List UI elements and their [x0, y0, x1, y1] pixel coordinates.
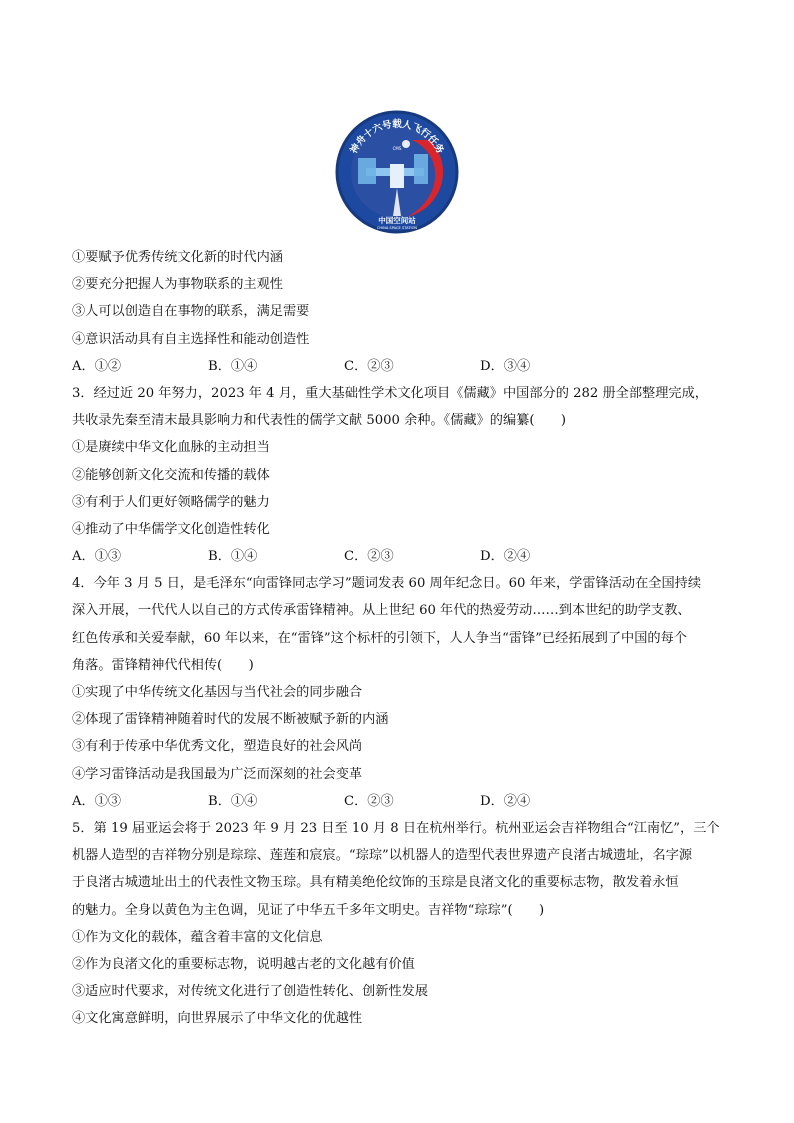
q3-item-2: ②能够创新文化交流和传播的载体 [72, 467, 270, 483]
q4-stem-line-1: 4．今年 3 月 5 日，是毛泽东“向雷锋同志学习”题词发表 60 周年纪念日。60 年来，学雷锋活动在全国持续 [72, 576, 702, 592]
q2-option-b: B．①④ [208, 358, 258, 374]
emblem-graphic [326, 110, 468, 234]
question-4 [72, 570, 728, 815]
q3-stem-line-1: 3．经过近 20 年努力，2023 年 4 月，重大基础性学术文化项目《儒藏》中国部分的 282 册全部整理完成， [72, 385, 708, 401]
exam-content [72, 244, 728, 1032]
q4-item-2: ②体现了雷锋精神随着时代的发展不断被赋予新的内涵 [72, 712, 389, 728]
emblem-ring-text: 神舟十六号载人飞行任务 [348, 119, 446, 156]
q4-item-1: ①实现了中华传统文化基因与当代社会的同步融合 [72, 685, 363, 700]
q2-option-d: D．③④ [480, 358, 531, 374]
q3-option-d: D．②④ [480, 549, 531, 565]
q4-option-c: C．②③ [344, 793, 394, 809]
q3-option-b: B．①④ [208, 549, 258, 565]
q2-item-3: ③人可以创造自在事物的联系，满足需要 [72, 304, 310, 320]
q4-stem-line-4: 角落。雷锋精神代代相传( ) [72, 657, 254, 673]
q2-option-a: A．①② [72, 358, 122, 374]
q5-stem-line-1: 5．第 19 届亚运会将于 2023 年 9 月 23 日至 10 月 8 日在杭州举行。杭州亚运会吉祥物组合“江南忆”，三个 [72, 820, 720, 836]
emblem-agency-text: CMS [392, 146, 402, 151]
q4-item-3: ③有利于传承中华优秀文化，塑造良好的社会风尚 [72, 739, 363, 755]
q4-option-a: A．①③ [72, 793, 122, 809]
q3-item-1: ①是赓续中华文化血脉的主动担当 [72, 440, 270, 456]
q3-item-4: ④推动了中华儒学文化创造性转化 [72, 521, 270, 537]
q3-item-3: ③有利于人们更好领略儒学的魅力 [72, 494, 270, 510]
q3-option-a: A．①③ [72, 549, 122, 565]
q5-item-1: ①作为文化的载体，蕴含着丰富的文化信息 [72, 929, 323, 945]
q4-option-b: B．①④ [208, 793, 258, 809]
q4-stem-line-2: 深入开展，一代代人以自己的方式传承雷锋精神。从上世纪 60 年代的热爱劳动……到本世纪的助学支教、 [72, 603, 691, 619]
q4-stem-line-3: 红色传承和关爱奉献，60 年以来，在“雷锋”这个标杆的引领下，人人争当“雷锋”已经拓展到了中国的每个 [72, 630, 687, 646]
q3-option-c: C．②③ [344, 549, 394, 565]
q5-item-4: ④文化寓意鲜明，向世界展示了中华文化的优越性 [72, 1011, 363, 1027]
q5-stem-line-2: 机器人造型的吉祥物分别是琮琮、莲莲和宸宸。“琮琮”以机器人的造型代表世界遗产良渚古城遗址，名字源 [72, 848, 693, 864]
q4-options [72, 788, 728, 815]
question-5 [72, 815, 728, 1033]
q5-stem-line-4: 的魅力。全身以黄色为主色调，见证了中华五千多年文明史。吉祥物“琮琮”( ) [72, 902, 545, 918]
question-3 [72, 380, 728, 570]
q4-option-d: D．②④ [480, 793, 531, 809]
q2-item-1: ①要赋予优秀传统文化新的时代内涵 [72, 250, 283, 265]
mission-emblem [326, 110, 468, 234]
q4-item-4: ④学习雷锋活动是我国最为广泛而深刻的社会变革 [72, 766, 363, 782]
q2-options [72, 353, 728, 380]
q3-options [72, 543, 728, 570]
question-2 [72, 244, 728, 380]
emblem-station-text-en: CHINA SPACE STATION [376, 226, 418, 230]
q5-item-2: ②作为良渚文化的重要标志物，说明越古老的文化越有价值 [72, 956, 415, 972]
emblem-station-text: 中国空间站 [378, 216, 416, 225]
q2-option-c: C．②③ [344, 358, 394, 374]
q5-item-3: ③适应时代要求，对传统文化进行了创造性转化、创新性发展 [72, 984, 429, 1000]
q2-item-4: ④意识活动具有自主选择性和能动创造性 [72, 331, 310, 347]
q2-item-2: ②要充分把握人为事物联系的主观性 [72, 277, 283, 293]
q3-stem-line-2: 共收录先秦至清末最具影响力和代表性的儒学文献 5000 余种。《儒藏》的编纂( ) [72, 413, 567, 429]
q5-stem-line-3: 于良渚古城遗址出土的代表性文物玉琮。具有精美绝伦纹饰的玉琮是良渚文化的重要标志物，散发着永恒 [72, 875, 679, 891]
